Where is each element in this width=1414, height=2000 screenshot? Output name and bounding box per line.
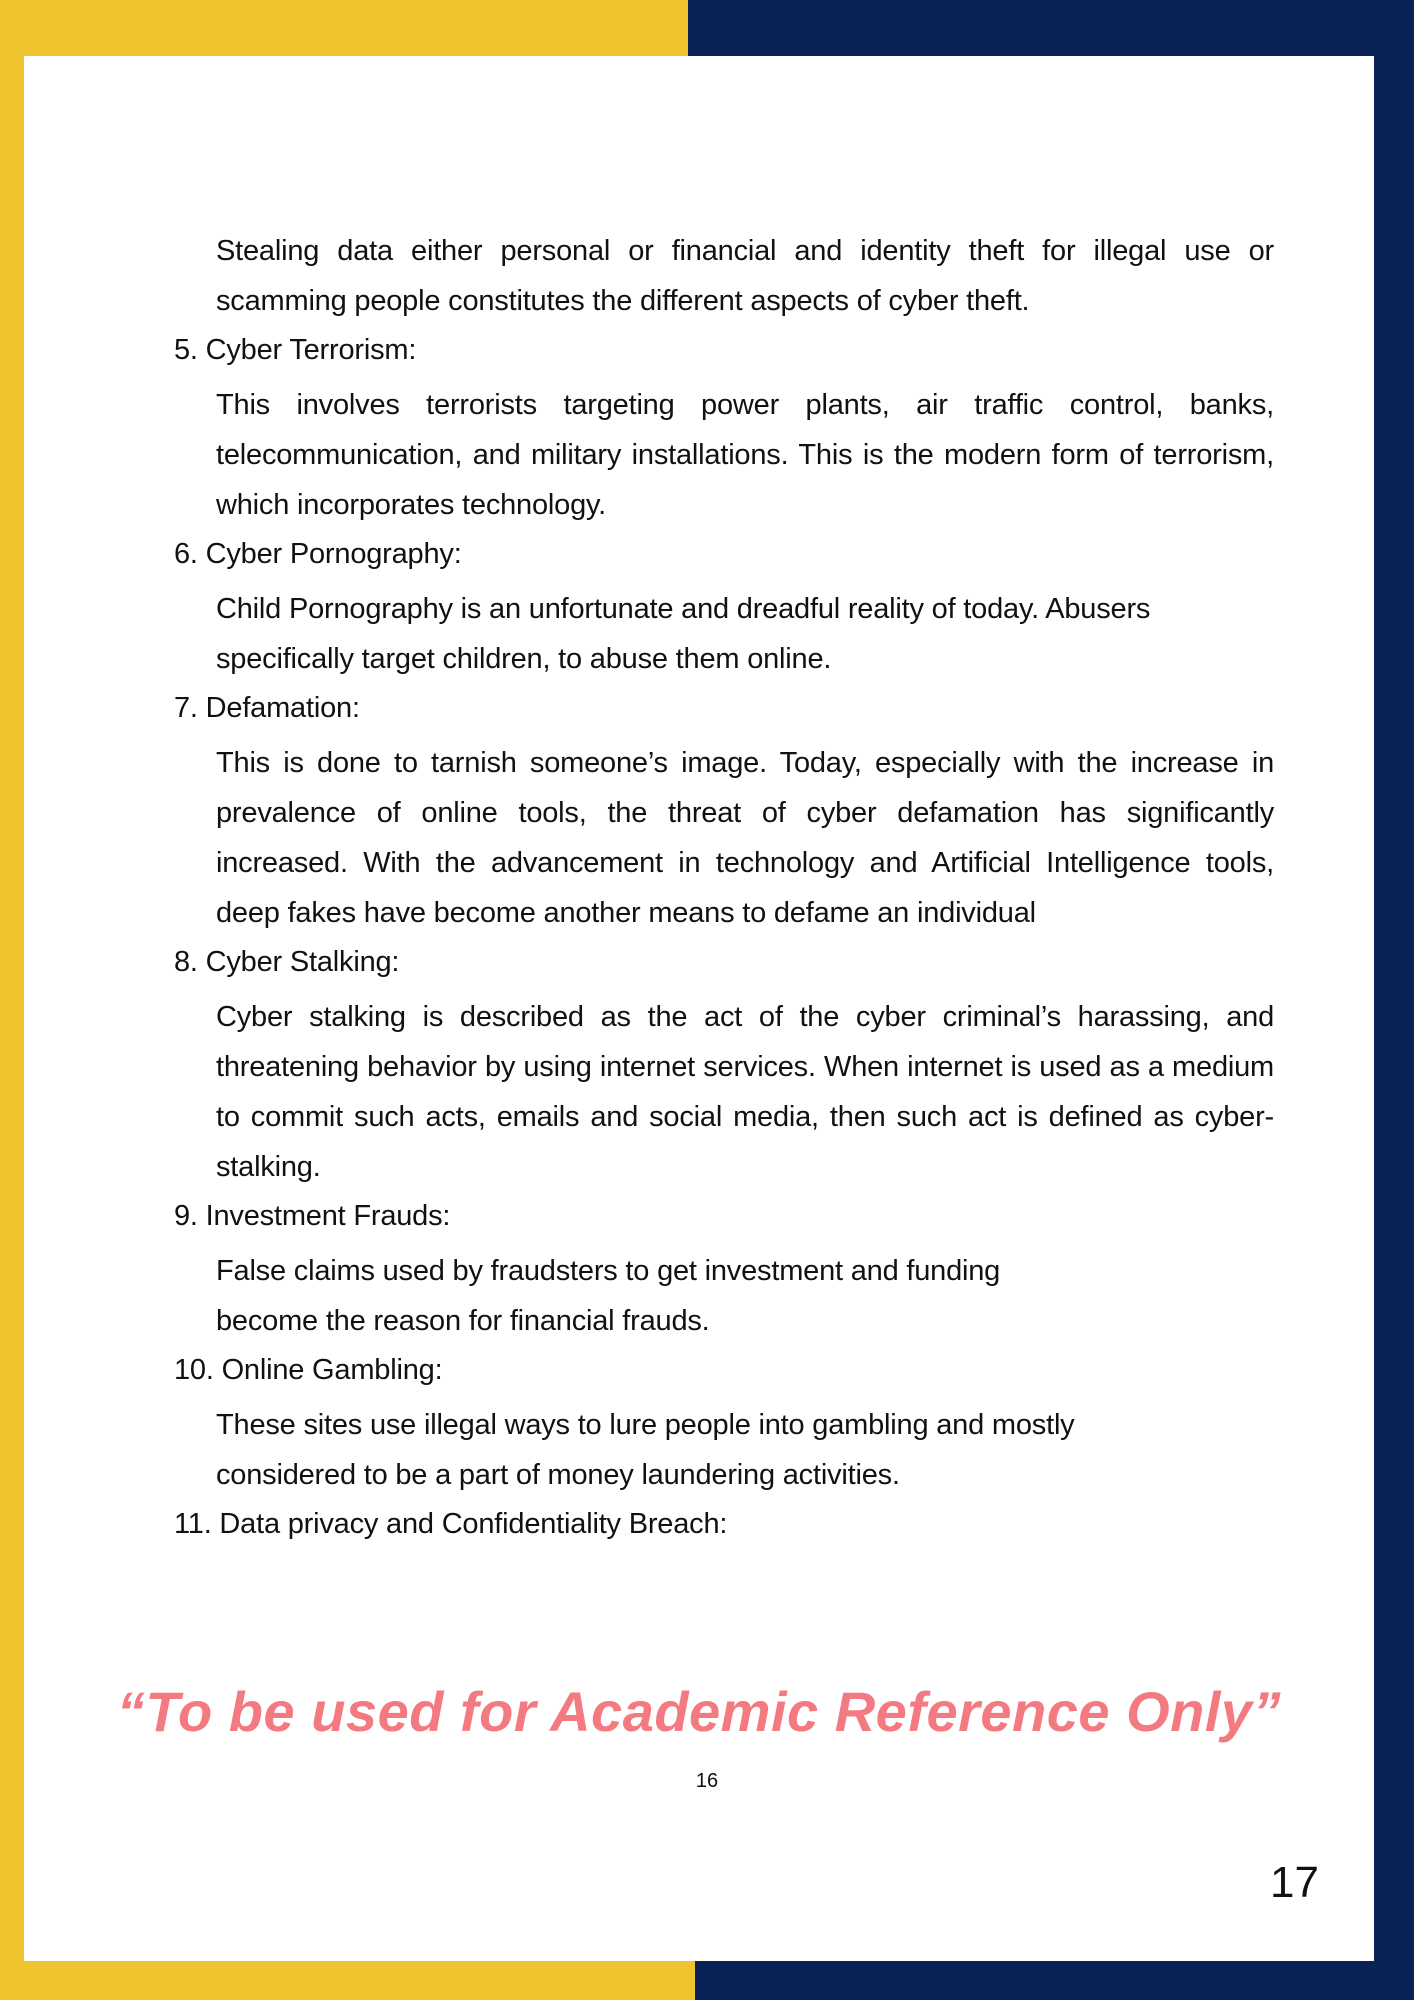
body-line: False claims used by fraudsters to get investment and funding [216,1255,1001,1287]
inner-page-number: 16 [695,1770,719,1792]
right-border-navy [1374,0,1414,2000]
item-body-cyber-stalking: Cyber stalking is described as the act of the cyber criminal’s harassing, and threatening behavior by using internet services. When internet is used as a medium to commit such acts, emails and social media, then such act is defined as cyber-stalking. [216,1001,1274,1183]
outer-page-number: 17 [1270,1858,1319,1907]
intro-paragraph: Stealing data either personal or financial and identity theft for illegal use or scamming people constitutes the different aspects of cyber theft. [216,235,1274,317]
item-heading-investment-frauds: 9. Investment Frauds: [174,1200,451,1232]
item-heading-data-privacy: 11. Data privacy and Confidentiality Breach: [174,1508,728,1540]
item-body-online-gambling [216,1400,1274,1500]
item-heading-cyber-stalking: 8. Cyber Stalking: [174,946,400,978]
item-body-investment-frauds [216,1246,1274,1346]
item-heading-cyber-pornography: 6. Cyber Pornography: [174,538,462,570]
body-line: become the reason for financial frauds. [216,1305,710,1337]
item-heading-defamation: 7. Defamation: [174,692,360,724]
item-body-cyber-pornography: Child Pornography is an unfortunate and dreadful reality of today. Abusers specifically target children, to abuse them online. [216,593,1151,675]
body-line: These sites use illegal ways to lure people into gambling and mostly [216,1409,1075,1441]
bottom-border-navy [695,1961,1414,2000]
top-border-navy [688,0,1414,56]
item-heading-cyber-terrorism: 5. Cyber Terrorism: [174,334,417,366]
document-content [174,226,1274,1548]
top-border-yellow [0,0,688,56]
body-line: considered to be a part of money laundering activities. [216,1459,900,1491]
watermark: “To be used for Academic Reference Only” [116,1680,1282,1743]
bottom-border-yellow [0,1961,695,2000]
left-border-yellow [0,0,24,2000]
item-body-defamation: This is done to tarnish someone’s image. Today, especially with the increase in prevalence of online tools, the threat of cyber defamation has significantly increased. With the advancement in technology and Artificial Intelligence tools, deep fakes have become another means to defame an individual [216,747,1274,929]
item-body-cyber-terrorism: This involves terrorists targeting power plants, air traffic control, banks, telecommunication, and military installations. This is the modern form of terrorism, which incorporates technology. [216,389,1274,521]
item-heading-online-gambling: 10. Online Gambling: [174,1354,443,1386]
